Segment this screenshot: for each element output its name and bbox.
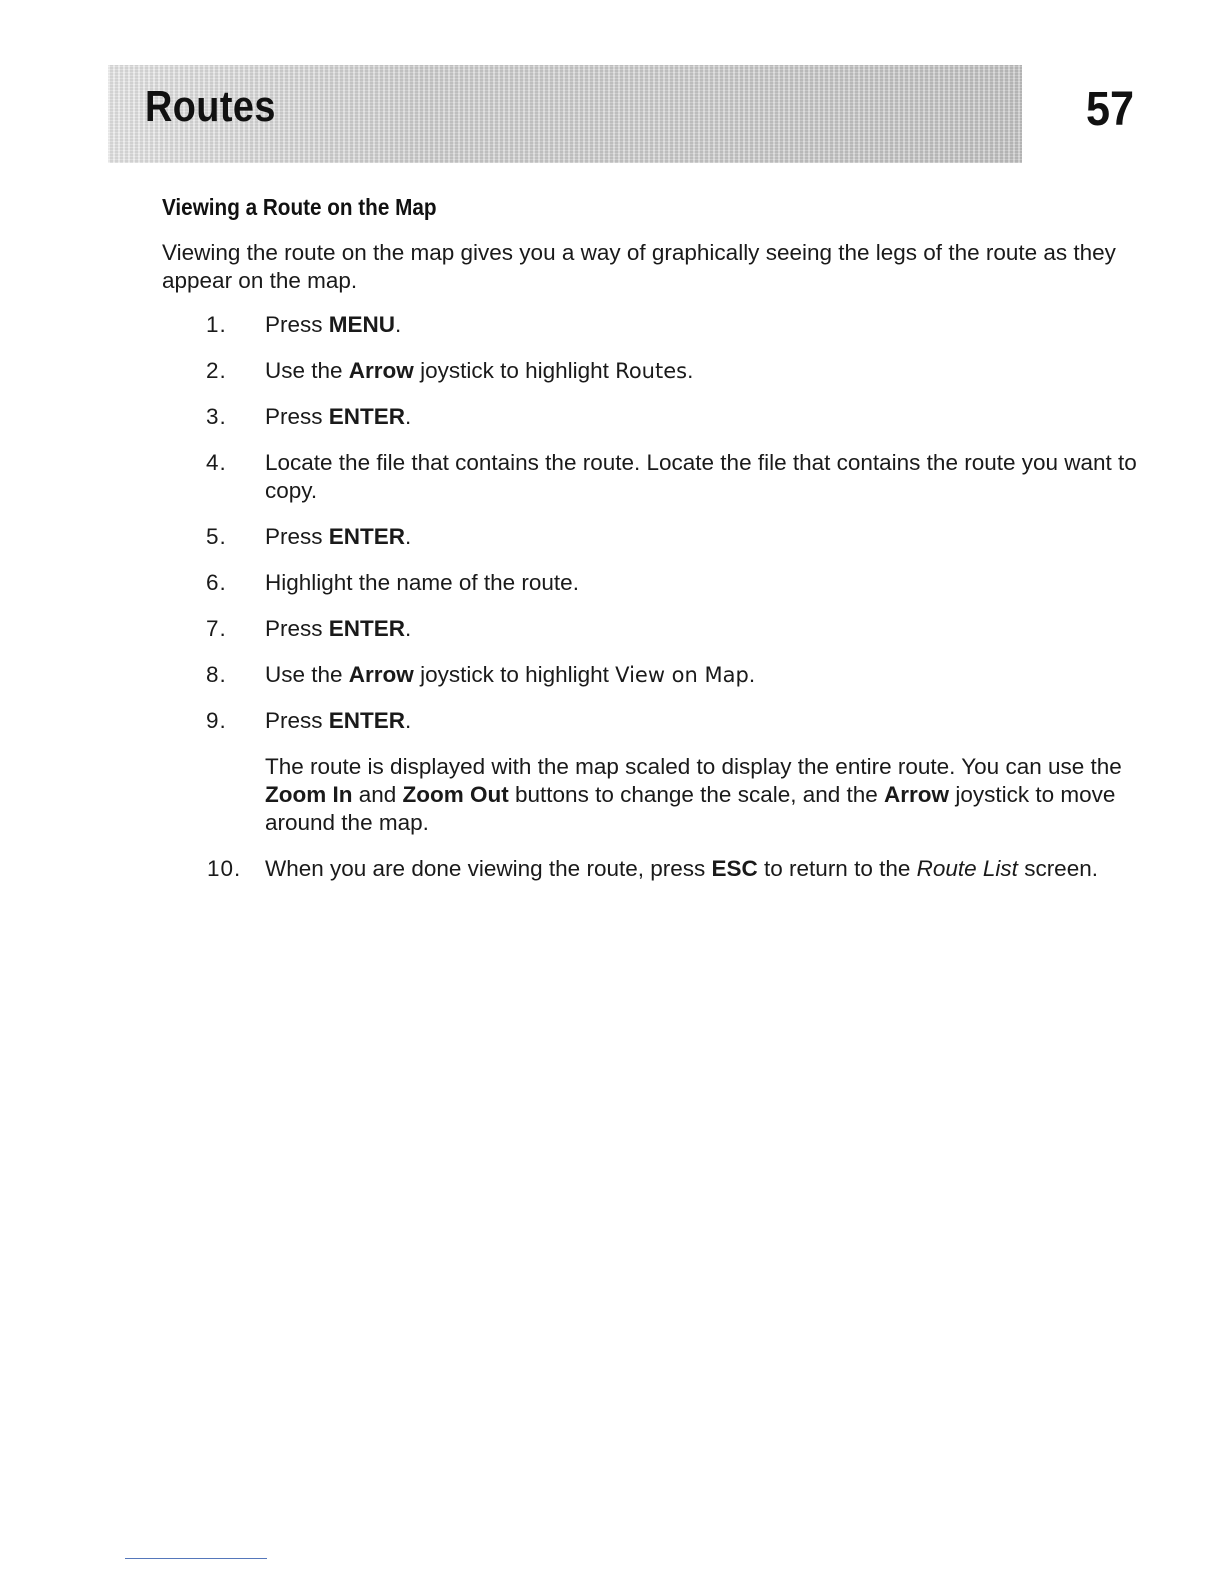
step-text-part: Press — [265, 708, 329, 733]
step-text — [265, 357, 1145, 385]
step-10 — [0, 855, 1224, 883]
menu-item-view-on-map: View on Map — [615, 663, 749, 687]
step-text-part: . — [405, 524, 412, 549]
step-7 — [0, 615, 1224, 643]
step-number: 6. — [206, 570, 227, 595]
step-number: 4. — [206, 450, 227, 475]
note-text-part: joystick to move around the map. — [265, 782, 1116, 835]
step-text-part: . — [748, 662, 756, 687]
step-text-part: . — [395, 312, 402, 337]
menu-item-routes: Routes — [615, 359, 688, 383]
key-enter: ENTER — [328, 708, 406, 733]
step-9 — [0, 707, 1224, 837]
step-number: 10. — [207, 856, 242, 881]
key-arrow: Arrow — [884, 782, 950, 807]
key-menu: MENU — [328, 312, 396, 337]
step-5 — [0, 523, 1224, 551]
section-heading: Viewing a Route on the Map — [162, 194, 437, 220]
step-text: Locate the file that contains the route. Locate the file that contains the route you want to copy. — [265, 450, 1137, 503]
step-text-part: joystick to highlight — [413, 358, 616, 383]
key-enter: ENTER — [328, 404, 406, 429]
step-3 — [0, 403, 1224, 431]
key-enter: ENTER — [328, 524, 406, 549]
step-number: 1. — [206, 312, 227, 337]
key-arrow: Arrow — [348, 358, 414, 383]
step-text — [265, 311, 1145, 339]
step-text — [265, 615, 1145, 643]
note-text-part: and — [352, 782, 403, 807]
screen-name-route-list: Route List — [916, 856, 1018, 881]
step-text — [265, 523, 1145, 551]
step-2 — [0, 357, 1224, 385]
step-text-part: screen. — [1017, 856, 1098, 881]
steps-list — [0, 311, 1224, 901]
step-text-part: Press — [265, 312, 329, 337]
key-arrow: Arrow — [348, 662, 414, 687]
step-8 — [0, 661, 1224, 689]
step-number: 7. — [206, 616, 227, 641]
step-text-part: . — [405, 708, 412, 733]
intro-paragraph: Viewing the route on the map gives you a way of graphically seeing the legs of the route as they appear on the map. — [162, 240, 1116, 293]
step-1 — [0, 311, 1224, 339]
step-text — [265, 855, 1145, 883]
note-text-part: The route is displayed with the map scaled to display the entire route. You can use the — [265, 754, 1122, 779]
step-note — [265, 753, 1145, 837]
step-text — [265, 707, 1145, 735]
step-text — [265, 661, 1145, 689]
step-text-part: Press — [265, 404, 329, 429]
step-text — [265, 403, 1145, 431]
step-number: 3. — [206, 404, 227, 429]
page-title: Routes — [145, 82, 276, 131]
key-enter: ENTER — [328, 616, 406, 641]
step-number: 9. — [206, 708, 227, 733]
step-text-part: joystick to highlight — [413, 662, 616, 687]
footer-rule — [125, 1558, 267, 1559]
step-text: Highlight the name of the route. — [265, 570, 579, 595]
step-text-part: Use the — [265, 358, 349, 383]
step-text-part: Use the — [265, 662, 349, 687]
key-esc: ESC — [711, 856, 758, 881]
step-text-part: When you are done viewing the route, press — [265, 856, 712, 881]
step-text-part: . — [405, 404, 412, 429]
step-number: 5. — [206, 524, 227, 549]
key-zoom-in: Zoom In — [265, 782, 353, 807]
step-text-part: Press — [265, 524, 329, 549]
key-zoom-out: Zoom Out — [402, 782, 509, 807]
step-number: 2. — [206, 358, 227, 383]
note-text-part: buttons to change the scale, and the — [508, 782, 885, 807]
step-text-part: . — [405, 616, 412, 641]
step-text-part: . — [687, 358, 694, 383]
step-number: 8. — [206, 662, 227, 687]
step-text-part: Press — [265, 616, 329, 641]
step-4 — [0, 449, 1224, 505]
page-number: 57 — [1086, 83, 1135, 136]
step-text-part: to return to the — [757, 856, 917, 881]
step-6 — [0, 569, 1224, 597]
